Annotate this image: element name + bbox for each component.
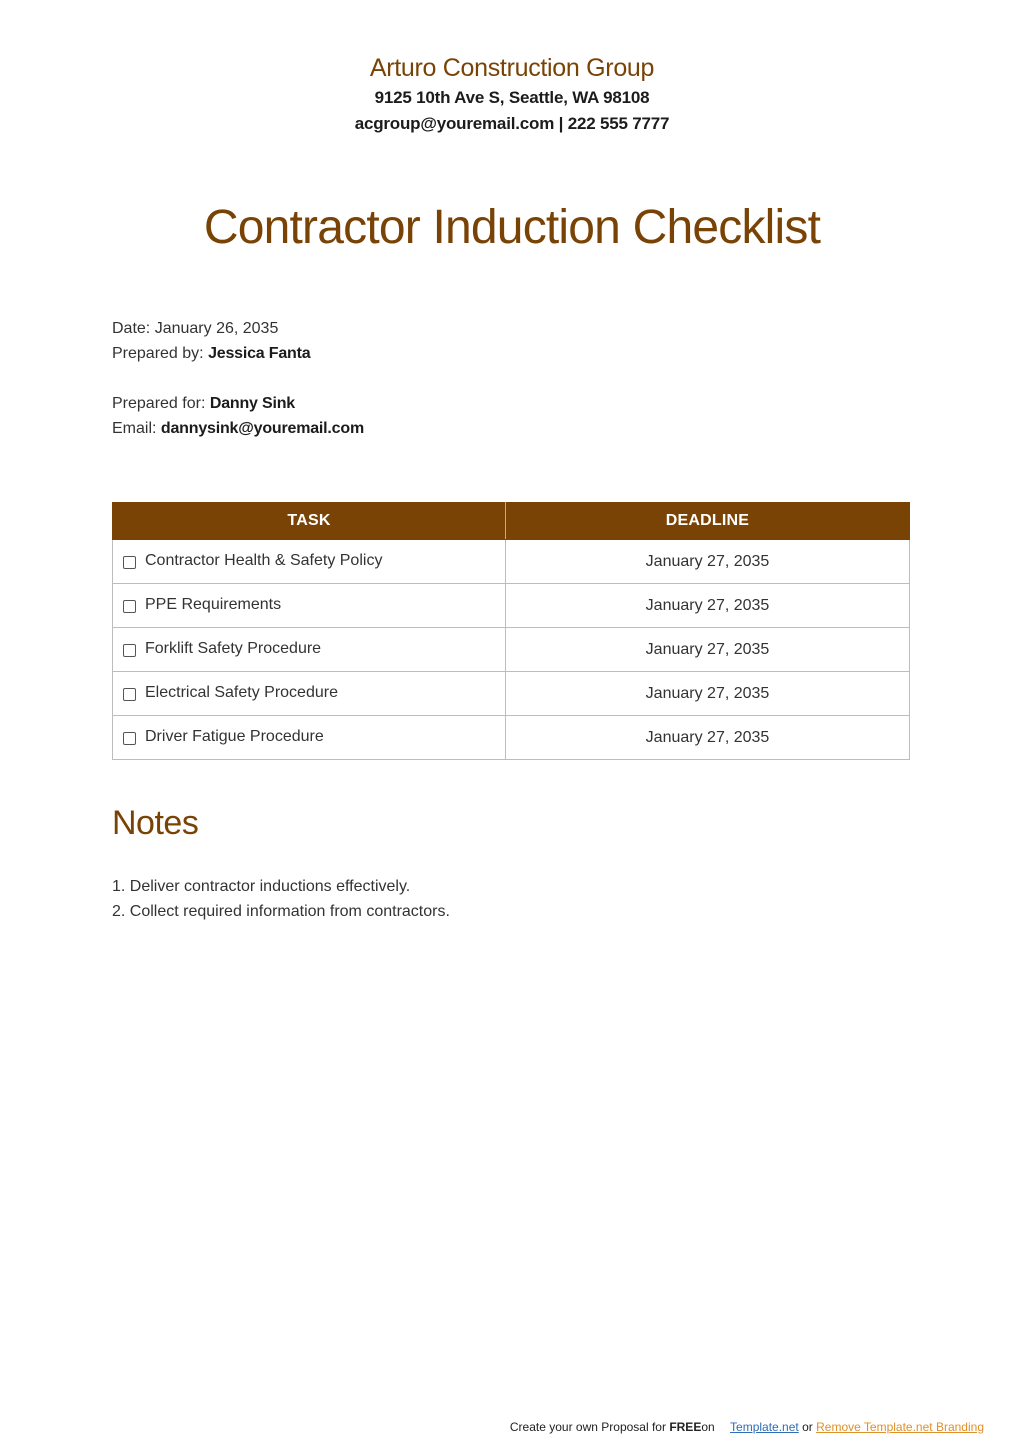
table-row <box>113 672 910 716</box>
task-cell <box>113 628 506 672</box>
task-label: Driver Fatigue Procedure <box>145 728 324 746</box>
table-row <box>113 716 910 760</box>
footer-free: FREE <box>669 1420 702 1434</box>
document-meta <box>112 316 364 441</box>
task-label: Electrical Safety Procedure <box>145 684 338 702</box>
footer-or: or <box>802 1420 813 1434</box>
prepared-for-value: Danny Sink <box>209 395 295 412</box>
table-row <box>113 584 910 628</box>
branding-footer <box>0 1420 984 1434</box>
email-row <box>112 416 364 441</box>
document-title: Contractor Induction Checklist <box>203 201 821 254</box>
footer-prefix: Create your own Proposal for <box>509 1420 666 1434</box>
task-label: Contractor Health & Safety Policy <box>145 552 383 570</box>
task-cell <box>113 540 506 584</box>
deadline-cell: January 27, 2035 <box>506 672 910 716</box>
task-cell <box>113 584 506 628</box>
column-header-deadline: DEADLINE <box>506 503 910 540</box>
notes-heading: Notes <box>112 804 199 842</box>
prepared-for-label: Prepared for: <box>112 395 206 412</box>
notes-list <box>112 874 450 924</box>
prepared-by-value: Jessica Fanta <box>208 345 311 362</box>
company-name: Arturo Construction Group <box>369 54 655 82</box>
task-label: PPE Requirements <box>145 596 282 614</box>
deadline-cell: January 27, 2035 <box>506 716 910 760</box>
task-checkbox[interactable] <box>123 688 136 701</box>
template-net-link[interactable]: Template.net <box>730 1420 799 1434</box>
company-address: 9125 10th Ave S, Seattle, WA 98108 <box>374 88 650 107</box>
deadline-cell: January 27, 2035 <box>506 540 910 584</box>
remove-branding-link[interactable]: Remove Template.net Branding <box>816 1420 984 1434</box>
prepared-for-row <box>112 391 364 416</box>
task-table <box>112 502 910 760</box>
task-cell <box>113 672 506 716</box>
company-header <box>0 52 1024 137</box>
table-row <box>113 540 910 584</box>
task-label: Forklift Safety Procedure <box>145 640 322 658</box>
task-cell <box>113 716 506 760</box>
note-item: 1. Deliver contractor inductions effectively. <box>112 878 411 895</box>
table-row <box>113 628 910 672</box>
deadline-cell: January 27, 2035 <box>506 584 910 628</box>
task-checkbox[interactable] <box>123 600 136 613</box>
date-row <box>112 316 364 341</box>
footer-on: on <box>701 1420 715 1434</box>
task-checkbox[interactable] <box>123 644 136 657</box>
column-header-task: TASK <box>113 503 506 540</box>
email-value: dannysink@youremail.com <box>160 420 364 437</box>
company-contact: acgroup@youremail.com | 222 555 7777 <box>354 114 670 133</box>
date-value: January 26, 2035 <box>154 320 279 337</box>
table-header-row <box>113 503 910 540</box>
email-label: Email: <box>112 420 157 437</box>
prepared-by-row <box>112 341 364 366</box>
task-checkbox[interactable] <box>123 556 136 569</box>
note-item: 2. Collect required information from contractors. <box>112 903 450 920</box>
prepared-by-label: Prepared by: <box>112 345 204 362</box>
deadline-cell: January 27, 2035 <box>506 628 910 672</box>
date-label: Date: <box>112 320 151 337</box>
task-checkbox[interactable] <box>123 732 136 745</box>
